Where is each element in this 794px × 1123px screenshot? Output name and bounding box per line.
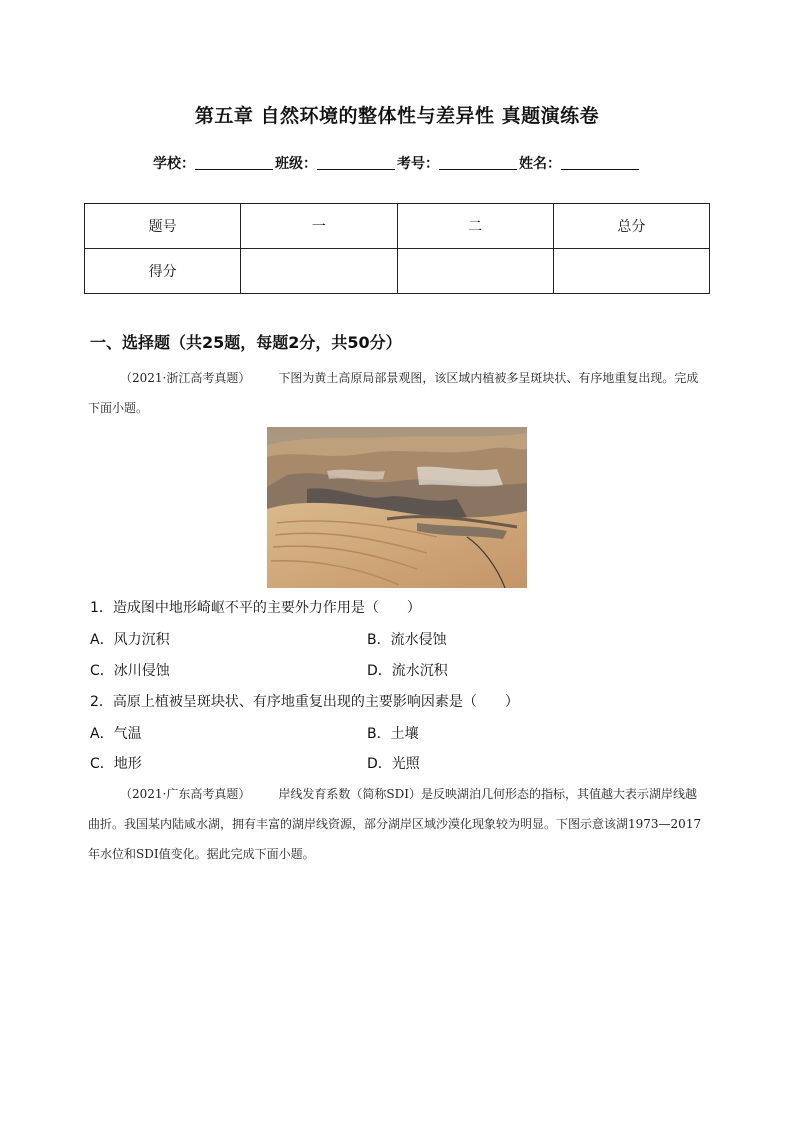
loess-plateau-landscape-image (267, 427, 527, 588)
score-table-header-row (85, 204, 710, 249)
header-part-two: 二 (397, 204, 553, 249)
passage-1-source: （2021·浙江高考真题） (120, 371, 251, 385)
score-table-score-row (85, 249, 710, 294)
passage-1 (88, 363, 708, 423)
section-heading: 一、选择题（共25题，每题2分，共50分） (90, 333, 402, 352)
score-table (84, 203, 710, 294)
question-2-stem: 2．高原上植被呈斑块状、有序地重复出现的主要影响因素是（ ） (90, 694, 519, 710)
passage-2-source: （2021·广东高考真题） (120, 787, 251, 801)
question-2-option-b[interactable]: B．土壤 (367, 726, 419, 742)
student-info-line (0, 153, 794, 173)
header-part-one: 一 (241, 204, 397, 249)
exam-number-label: 考号： (397, 156, 439, 172)
score-cell-part-one[interactable] (241, 249, 397, 294)
question-2-option-a[interactable]: A．气温 (90, 726, 142, 742)
passage-2-text: 岸线发育系数（简称SDI）是反映湖泊几何形态的指标，其值越大表示湖岸线越曲折。我国某内陆咸水湖，拥有丰富的湖岸线资源，部分湖岸区域沙漠化现象较为明显。下图示意该湖1973—2017年水位和SDI值变化。据此完成下面小题。 (88, 787, 702, 861)
question-1-option-b[interactable]: B．流水侵蚀 (367, 632, 447, 648)
class-blank[interactable] (317, 155, 395, 170)
loess-plateau-photo (267, 427, 527, 588)
class-label: 班级： (275, 156, 317, 172)
score-row-label: 得分 (85, 249, 241, 294)
header-question-no: 题号 (85, 204, 241, 249)
school-label: 学校： (153, 156, 195, 172)
score-cell-total[interactable] (553, 249, 709, 294)
question-1-option-a[interactable]: A．风力沉积 (90, 632, 170, 648)
question-1-stem: 1．造成图中地形崎岖不平的主要外力作用是（ ） (90, 600, 421, 616)
name-blank[interactable] (561, 155, 639, 170)
question-1-option-c[interactable]: C．冰川侵蚀 (90, 663, 170, 679)
passage-2 (88, 779, 708, 869)
question-2-option-c[interactable]: C．地形 (90, 756, 142, 772)
exam-number-blank[interactable] (439, 155, 517, 170)
score-cell-part-two[interactable] (397, 249, 553, 294)
passage-1-text: 下图为黄土高原局部景观图，该区域内植被多呈斑块状、有序地重复出现。完成下面小题。 (88, 371, 699, 415)
question-1-option-d[interactable]: D．流水沉积 (367, 663, 448, 679)
name-label: 姓名： (519, 156, 561, 172)
school-blank[interactable] (195, 155, 273, 170)
header-total: 总分 (553, 204, 709, 249)
page-title: 第五章 自然环境的整体性与差异性 真题演练卷 (194, 105, 600, 127)
question-2-option-d[interactable]: D．光照 (367, 756, 420, 772)
